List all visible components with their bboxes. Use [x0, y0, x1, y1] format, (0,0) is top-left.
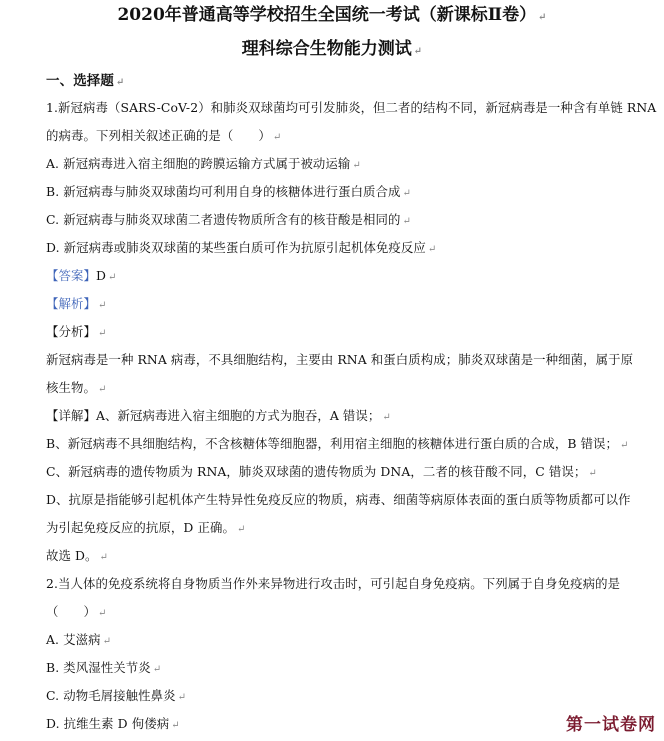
q1-jiexi-label: 【解析】 ↵ — [46, 296, 107, 311]
q1-detail-a: 【详解】A、新冠病毒进入宿主细胞的方式为胞吞，A 错误； ↵ — [46, 408, 391, 423]
q1-answer: 【答案】D ↵ — [46, 268, 117, 283]
site-watermark: 第一试卷网 — [566, 715, 656, 735]
q1-detail-c: C、新冠病毒的遗传物质为 RNA，肺炎双球菌的遗传物质为 DNA，二者的核苷酸不同，C 错误； ↵ — [46, 464, 597, 479]
q2-stem-line2: （ ） ↵ — [46, 604, 107, 619]
q1-fenxi-line1: 新冠病毒是一种 RNA 病毒，不具细胞结构，主要由 RNA 和蛋白质构成；肺炎双球菌是一种细菌，属于原 — [46, 352, 634, 367]
q1-option-a: A. 新冠病毒进入宿主细胞的跨膜运输方式属于被动运输 ↵ — [46, 156, 361, 171]
detail-label: 【详解】 — [46, 408, 96, 423]
q1-conclusion: 故选 D。 ↵ — [46, 548, 109, 563]
q2-option-d: D. 抗维生素 D 佝偻病 ↵ — [46, 716, 180, 731]
q2-stem-line1: 2.当人体的免疫系统将自身物质当作外来异物进行攻击时，可引起自身免疫病。下列属于自身免疫病的是 — [46, 576, 621, 591]
q1-option-b: B. 新冠病毒与肺炎双球菌均可利用自身的核糖体进行蛋白质合成 ↵ — [46, 184, 412, 199]
answer-label: 【答案】 — [46, 268, 96, 283]
answer-value: D — [95, 268, 107, 283]
q1-stem-line1: 1.新冠病毒（SARS-CoV-2）和肺炎双球菌均可引发肺炎，但二者的结构不同，新冠病毒是一种含有单链 RNA — [46, 100, 657, 115]
q2-option-c: C. 动物毛屑接触性鼻炎 ↵ — [46, 688, 187, 703]
q1-detail-b: B、新冠病毒不具细胞结构，不含核糖体等细胞器，利用宿主细胞的核糖体进行蛋白质的合成，B 错误； ↵ — [46, 436, 629, 451]
q2-option-a: A. 艾滋病 ↵ — [46, 632, 112, 647]
exam-subtitle: 理科综合生物能力测试 ↵ — [241, 39, 423, 59]
q1-detail-d-line1: D、抗原是指能够引起机体产生特异性免疫反应的物质，病毒、细菌等病原体表面的蛋白质等物质都可以作 — [46, 492, 631, 507]
q1-detail-d-line2: 为引起免疫反应的抗原，D 正确。 ↵ — [46, 520, 246, 535]
q1-fenxi-label: 【分析】 ↵ — [46, 324, 107, 339]
q1-option-d: D. 新冠病毒或肺炎双球菌的某些蛋白质可作为抗原引起机体免疫反应 ↵ — [46, 240, 437, 255]
q2-option-b: B. 类风湿性关节炎 ↵ — [46, 660, 162, 675]
exam-title: 2020年普通高等学校招生全国统一考试（新课标Ⅱ卷） ↵ — [117, 5, 547, 25]
q1-stem-line2: 的病毒。下列相关叙述正确的是（ ） ↵ — [46, 128, 282, 143]
q1-option-c: C. 新冠病毒与肺炎双球菌二者遗传物质所含有的核苷酸是相同的 ↵ — [46, 212, 411, 227]
section-heading: 一、选择题 ↵ — [46, 73, 125, 89]
q1-fenxi-line2: 核生物。 ↵ — [46, 380, 107, 395]
